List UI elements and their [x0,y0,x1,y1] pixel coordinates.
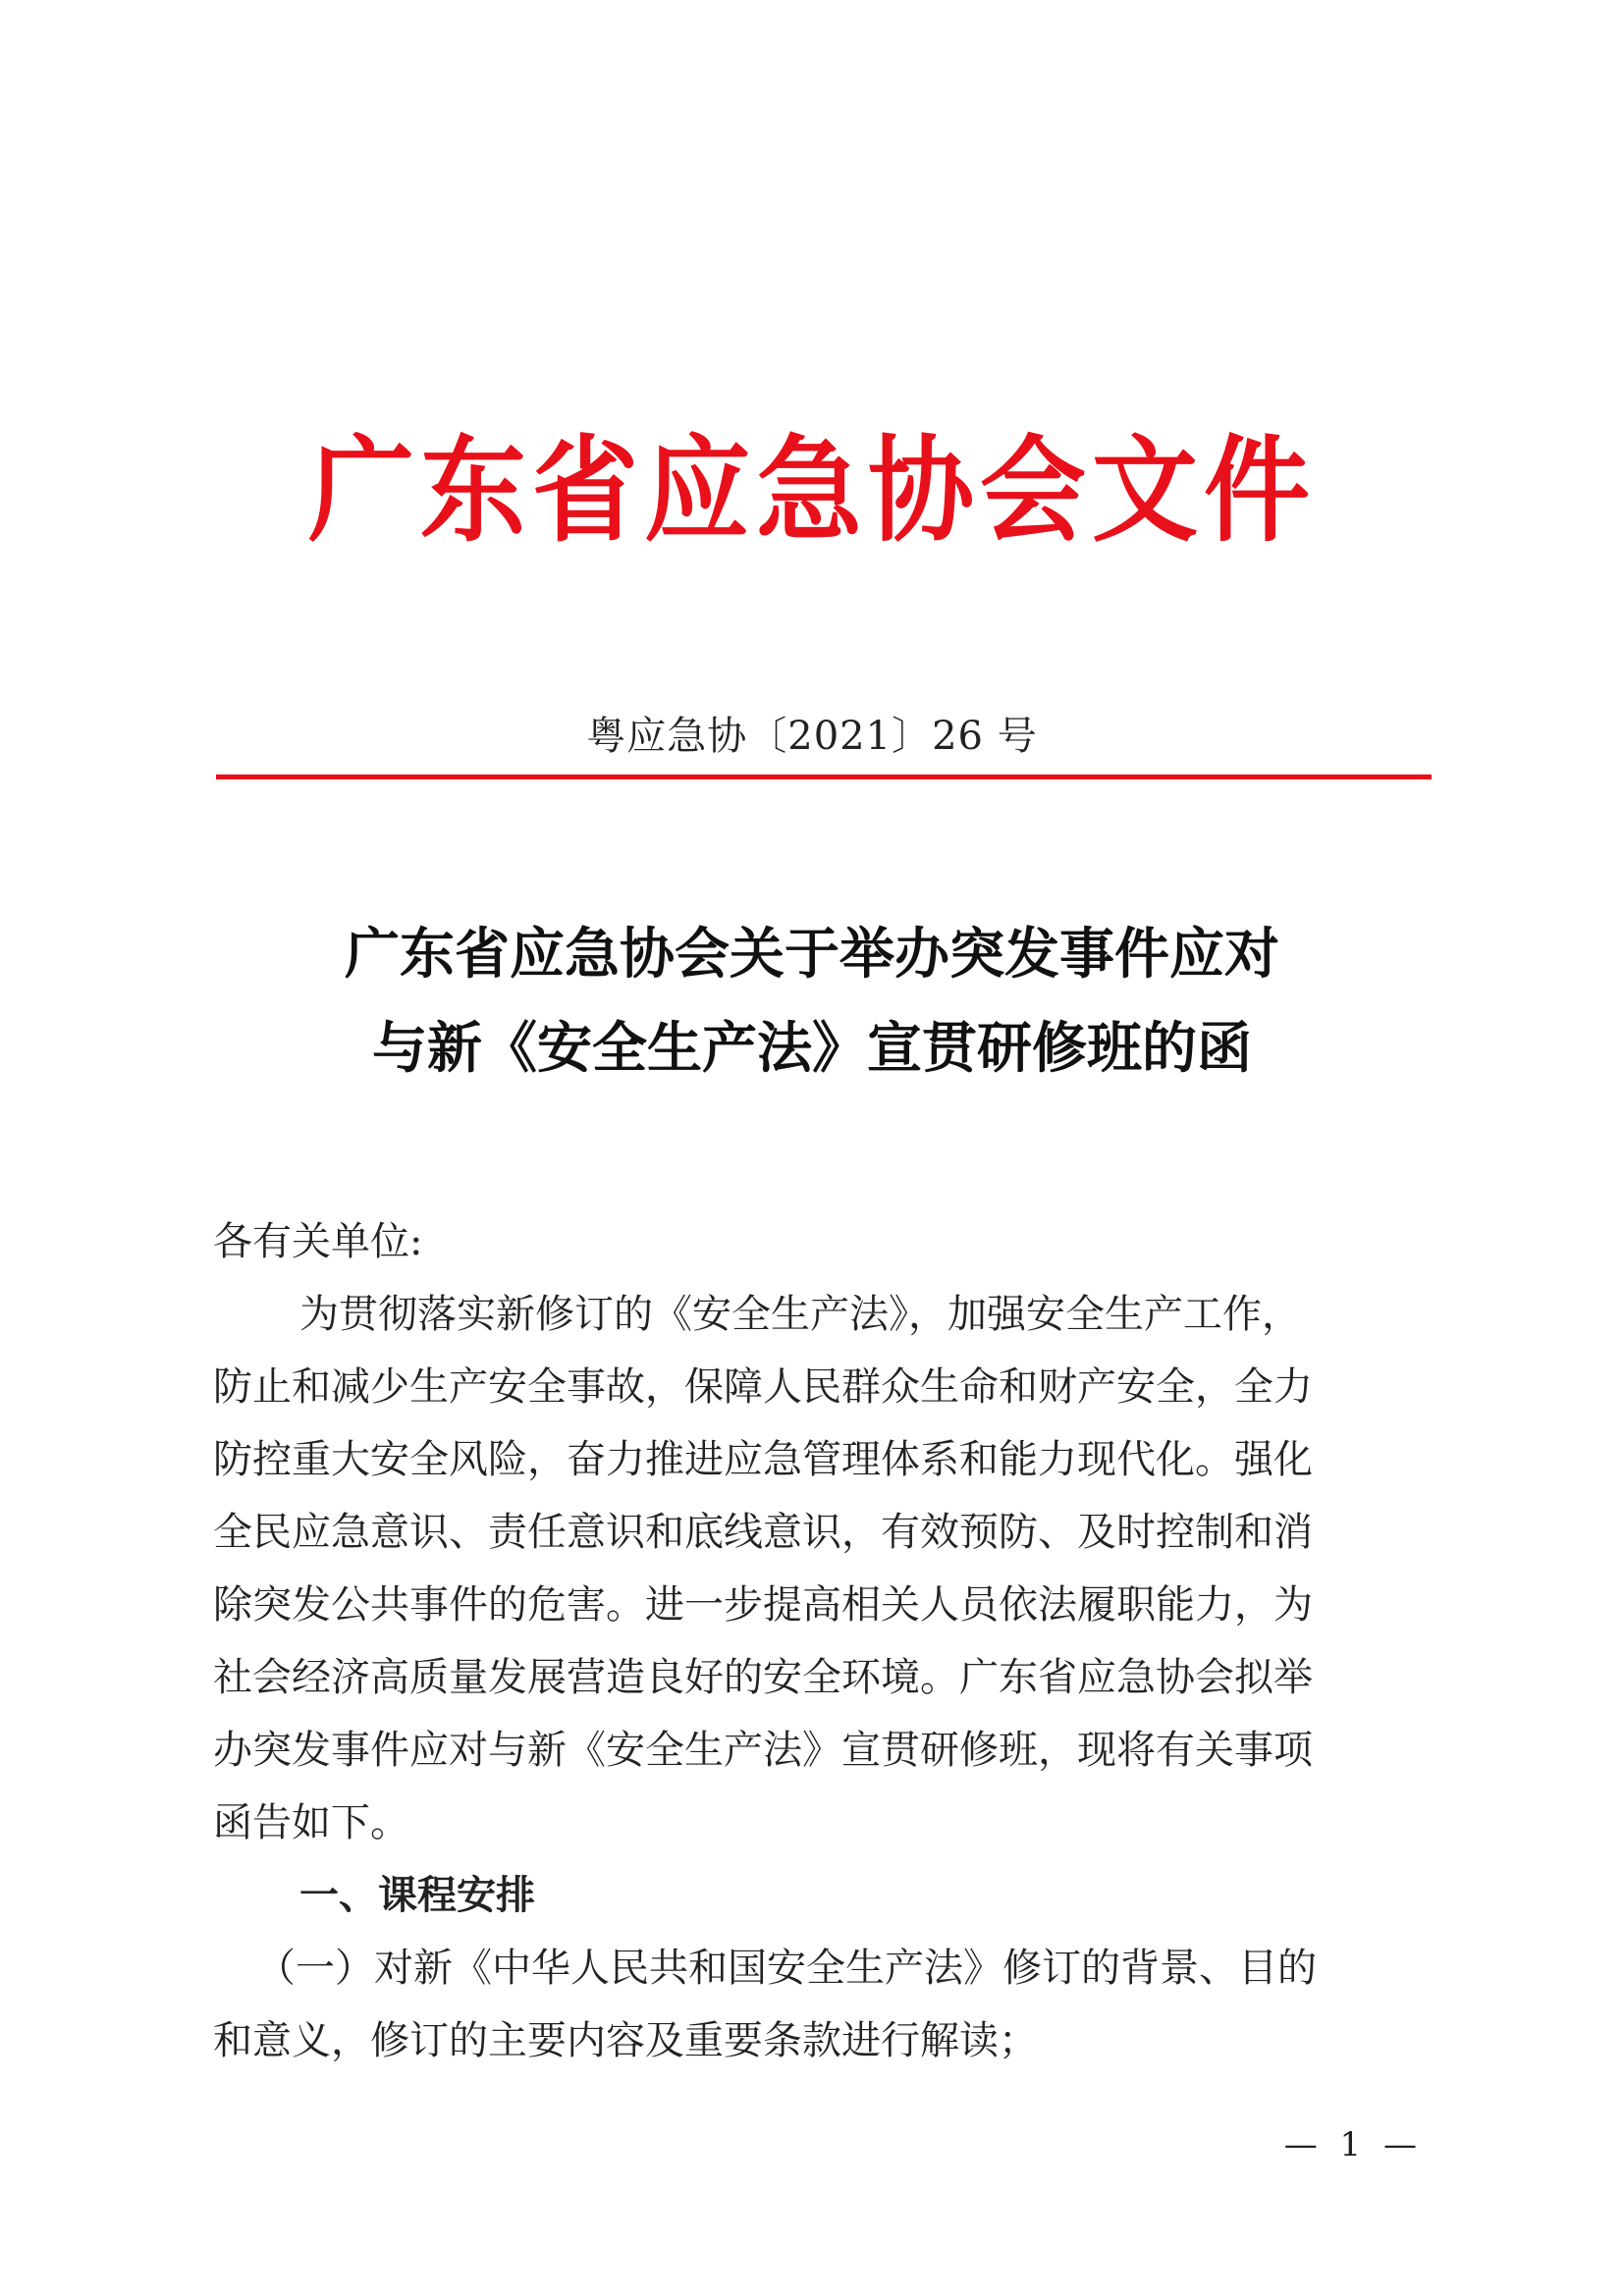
course-item-line: （一）对新《中华人民共和国安全生产法》修订的背景、目的 [256,1946,1317,1991]
document-number: 粤应急协〔2021〕26 号 [586,714,1038,759]
salutation: 各有关单位: [213,1219,423,1264]
intro-line: 全民应急意识、责任意识和底线意识，有效预防、及时控制和消 [213,1510,1313,1555]
title-line-2: 与新《安全生产法》宣贯研修班的函 [372,1017,1252,1081]
page-number: — 1 — [1283,2125,1423,2164]
intro-line: 函告如下。 [213,1800,409,1845]
red-divider-line [216,774,1432,779]
document-body [213,1205,1421,2077]
intro-line: 社会经济高质量发展营造良好的安全环境。广东省应急协会拟举 [213,1655,1313,1700]
intro-line: 除突发公共事件的危害。进一步提高相关人员依法履职能力，为 [213,1582,1313,1628]
intro-paragraph [213,1278,1421,1859]
intro-line: 防控重大安全风险，奋力推进应急管理体系和能力现代化。强化 [213,1437,1313,1482]
title-line-1: 广东省应急协会关于举办突发事件应对 [345,923,1279,987]
intro-line: 为贯彻落实新修订的《安全生产法》，加强安全生产工作， [299,1292,1301,1337]
course-item-line: 和意义，修订的主要内容及重要条款进行解读； [213,2018,1038,2063]
intro-line: 办突发事件应对与新《安全生产法》宣贯研修班，现将有关事项 [213,1728,1313,1773]
section-heading: 一、课程安排 [299,1873,535,1918]
document-title [0,908,1624,1096]
document-masthead: 广东省应急协会文件 [307,423,1316,559]
intro-line: 防止和减少生产安全事故，保障人民群众生命和财产安全，全力 [213,1364,1313,1410]
course-item-1 [213,1932,1421,2077]
